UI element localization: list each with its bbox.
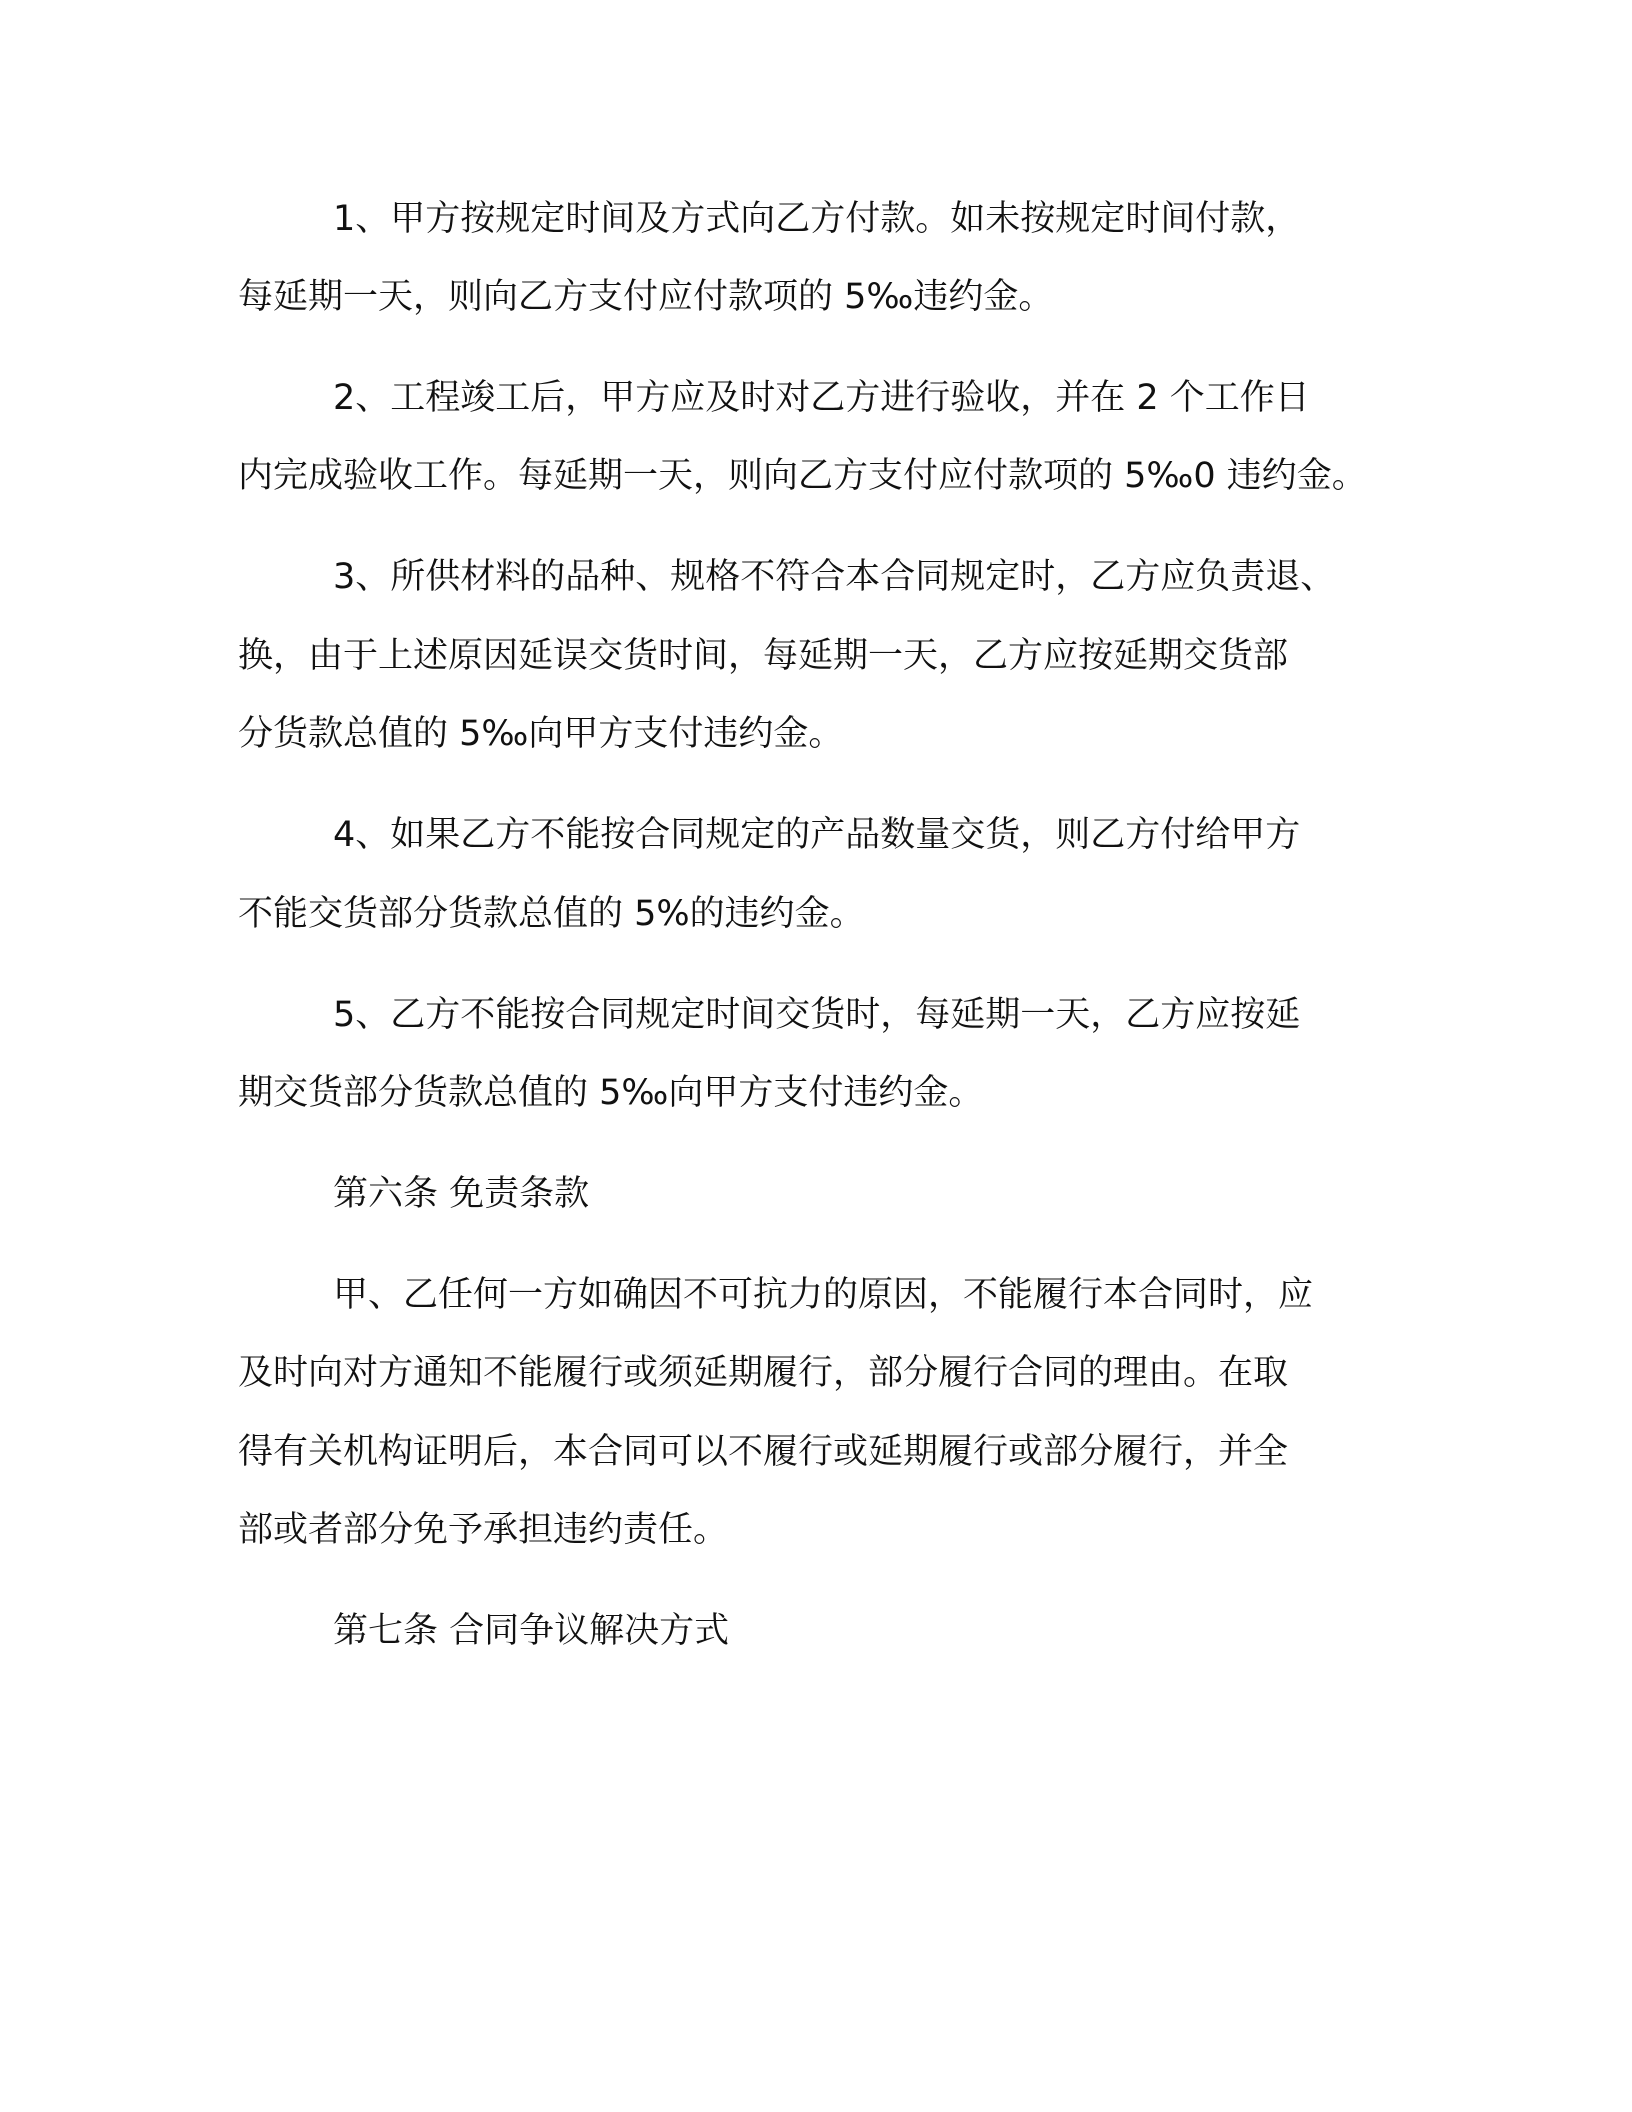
- clause-1-line-1: 1、甲方按规定时间及方式向乙方付款。如未按规定时间付款，: [333, 199, 1301, 239]
- clause-4-line-2: 不能交货部分货款总值的 5%的违约金。: [238, 894, 865, 934]
- clause-1-line-2: 每延期一天，则向乙方支付应付款项的 5‰违约金。: [238, 277, 1054, 317]
- clause-5-line-1: 5、乙方不能按合同规定时间交货时，每延期一天，乙方应按延: [333, 995, 1301, 1035]
- article-6-para-line-2: 及时向对方通知不能履行或须延期履行，部分履行合同的理由。在取: [238, 1353, 1289, 1393]
- article-6-para-line-1: 甲、乙任何一方如确因不可抗力的原因，不能履行本合同时，应: [333, 1275, 1314, 1315]
- clause-5-line-2: 期交货部分货款总值的 5‰向甲方支付违约金。: [238, 1073, 984, 1113]
- clause-3-line-1: 3、所供材料的品种、规格不符合本合同规定时，乙方应负责退、: [333, 557, 1336, 597]
- clause-3-line-2: 换，由于上述原因延误交货时间，每延期一天，乙方应按延期交货部: [238, 636, 1289, 676]
- clause-4-line-1: 4、如果乙方不能按合同规定的产品数量交货，则乙方付给甲方: [333, 815, 1301, 855]
- clause-2-line-1: 2、工程竣工后，甲方应及时对乙方进行验收，并在 2 个工作日: [333, 378, 1310, 418]
- article-6-heading: 第六条 免责条款: [333, 1174, 590, 1214]
- clause-3-line-3: 分货款总值的 5‰向甲方支付违约金。: [238, 714, 844, 754]
- article-6-para-line-3: 得有关机构证明后，本合同可以不履行或延期履行或部分履行，并全: [238, 1432, 1289, 1472]
- clause-2-line-2: 内完成验收工作。每延期一天，则向乙方支付应付款项的 5‰0 违约金。: [238, 456, 1367, 496]
- article-7-heading: 第七条 合同争议解决方式: [333, 1611, 730, 1651]
- article-6-para-line-4: 部或者部分免予承担违约责任。: [238, 1510, 729, 1550]
